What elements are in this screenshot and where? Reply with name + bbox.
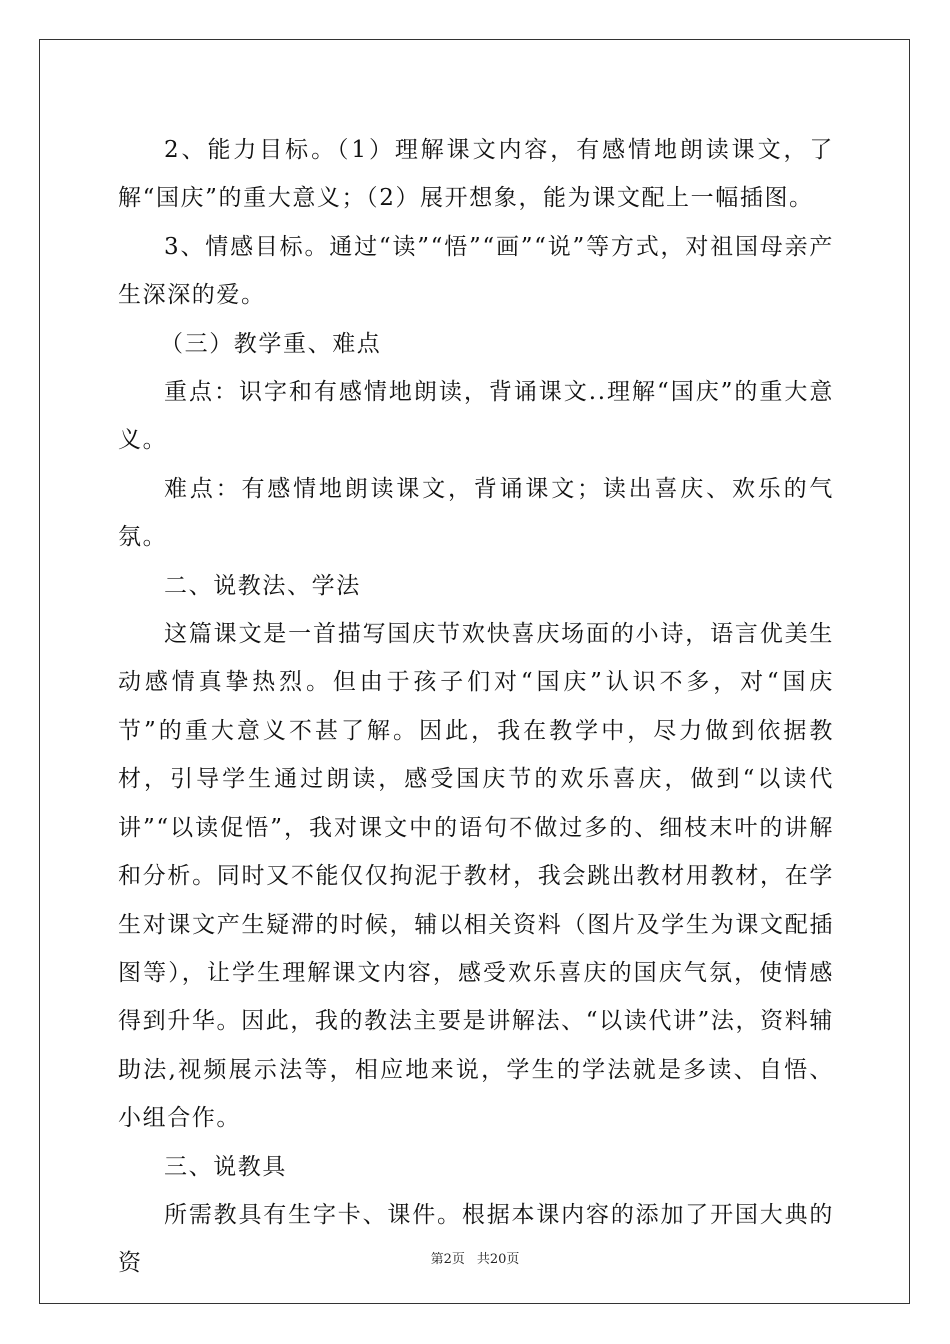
paragraph-ability-goal: 2、能力目标。（1）理解课文内容，有感情地朗读课文，了解“国庆”的重大意义；（2）展开想象，能为课文配上一幅插图。 (118, 137, 834, 212)
heading-teaching-method: 二、说教法、学法 (164, 572, 361, 599)
heading-key-points: （三）教学重、难点 (160, 330, 382, 357)
page-footer (0, 1248, 950, 1267)
paragraph-teaching-method: 这篇课文是一首描写国庆节欢快喜庆场面的小诗，语言优美生动感情真挚热烈。但由于孩子们对“国庆”认识不多，对“国庆节”的重大意义不甚了解。因此，我在教学中，尽力做到依据教材，引导学生通过朗读，感受国庆节的欢乐喜庆，做到“以读代讲”“以读促悟”，我对课文中的语句不做过多的、细枝末叶的讲解和分析。同时又不能仅仅拘泥于教材，我会跳出教材用教材，在学生对课文产生疑滞的时候，辅以相关资料（图片及学生为课文配插图等），让学生理解课文内容，感受欢乐喜庆的国庆气氛，使情感得到升华。因此，我的教法主要是讲解法、“以读代讲”法，资料辅助法,视频展示法等，相应地来说，学生的学法就是多读、自悟、小组合作。 (118, 621, 834, 1132)
paragraph-difficult-point: 难点：有感情地朗读课文，背诵课文；读出喜庆、欢乐的气氛。 (118, 475, 834, 551)
page-number: 第2页 (430, 1252, 465, 1267)
heading-teaching-aids: 三、说教具 (164, 1153, 287, 1180)
document-body (118, 126, 834, 1288)
paragraph-teaching-aids: 所需教具有生字卡、课件。根据本课内容的添加了开国大典的资 (118, 1201, 834, 1277)
paragraph-key-point: 重点：识字和有感情地朗读，背诵课文..理解“国庆”的重大意义。 (118, 379, 834, 454)
paragraph-emotion-goal: 3、情感目标。通过“读”“悟”“画”“说”等方式，对祖国母亲产生深深的爱。 (118, 233, 834, 309)
page-total: 共20页 (476, 1252, 520, 1267)
